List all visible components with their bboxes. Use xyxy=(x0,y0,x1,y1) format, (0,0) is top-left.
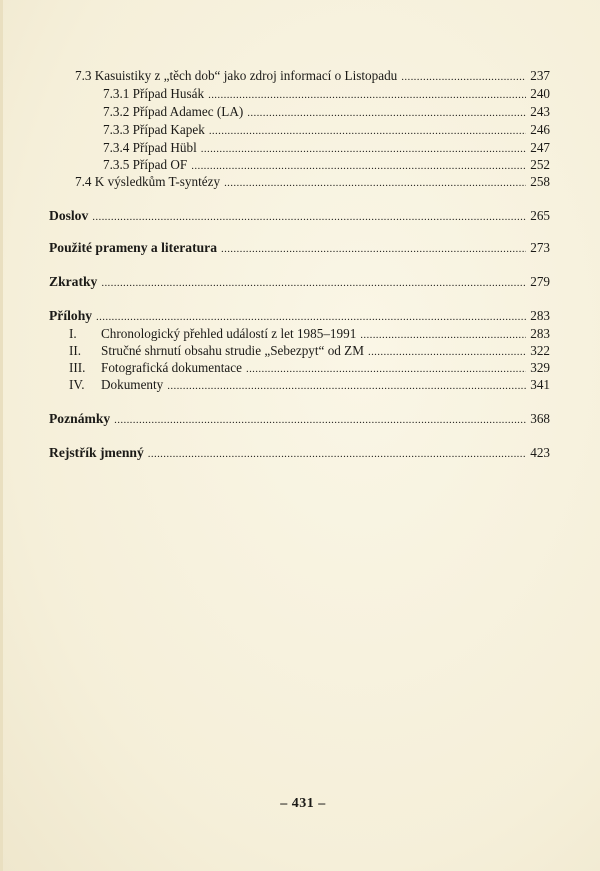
leader-dots xyxy=(92,209,526,225)
leader-dots xyxy=(96,309,526,325)
toc-entry-label: Přílohy xyxy=(49,308,93,323)
toc-entry-label: 7.3.1 Případ Husák xyxy=(103,86,205,101)
toc-entry-priloha-3 xyxy=(69,360,550,377)
leader-dots xyxy=(221,241,526,257)
toc-entry-7-3 xyxy=(75,68,550,85)
toc-entry-label: Doslov xyxy=(49,208,89,223)
toc-entry-title: Stručné shrnutí obsahu strudie „Sebezpyt“ od ZM xyxy=(101,343,364,358)
toc-entry-page: 341 xyxy=(530,377,550,392)
leader-dots xyxy=(401,69,526,85)
leader-dots xyxy=(201,141,526,157)
toc-entry-page: 243 xyxy=(530,104,550,119)
toc-entry-rejstrik xyxy=(49,445,550,462)
leader-dots xyxy=(224,175,526,191)
toc-entry-priloha-2 xyxy=(69,343,550,360)
leader-dots xyxy=(246,361,526,377)
page-number: – 431 – xyxy=(280,796,326,811)
toc-entry-label: Zkratky xyxy=(49,274,98,289)
toc-entry-zkratky xyxy=(49,274,550,291)
leader-dots xyxy=(209,123,526,139)
toc-entry-label: 7.3 Kasuistiky z „těch dob“ jako zdroj informací o Listopadu xyxy=(75,68,398,83)
roman-numeral: I. xyxy=(69,326,77,341)
toc-entry-label: 7.3.5 Případ OF xyxy=(103,157,188,172)
toc-entry-7-3-3 xyxy=(103,122,550,139)
toc-entry-page: 329 xyxy=(530,360,550,375)
toc-entry-label: Rejstřík jmenný xyxy=(49,445,144,460)
toc-entry-prameny xyxy=(49,240,550,257)
toc-entry-page: 368 xyxy=(530,411,550,426)
roman-numeral: III. xyxy=(69,360,86,375)
leader-dots xyxy=(208,87,526,103)
toc-entry-7-4 xyxy=(75,174,550,191)
toc-entry-prilohy xyxy=(49,308,550,325)
leader-dots xyxy=(360,327,526,343)
toc-entry-7-3-2 xyxy=(103,104,550,121)
toc-entry-7-3-1 xyxy=(103,86,550,103)
toc-entry-page: 423 xyxy=(530,445,550,460)
toc-entry-page: 322 xyxy=(530,343,550,358)
toc-entry-label: Použité prameny a literatura xyxy=(49,240,217,255)
toc-entry-page: 247 xyxy=(530,140,550,155)
roman-numeral: IV. xyxy=(69,377,85,392)
toc-entry-priloha-4 xyxy=(69,377,550,394)
toc-entry-label: 7.4 K výsledkům T-syntézy xyxy=(75,174,221,189)
toc-entry-page: 273 xyxy=(530,240,550,255)
toc-entry-page: 265 xyxy=(530,208,550,223)
toc-entry-title: Fotografická dokumentace xyxy=(101,360,242,375)
toc-entry-title: Dokumenty xyxy=(101,377,164,392)
toc-entry-page: 258 xyxy=(530,174,550,189)
toc-entry-label xyxy=(69,377,163,393)
leader-dots xyxy=(247,105,526,121)
toc-entry-page: 240 xyxy=(530,86,550,101)
toc-entry-label: 7.3.4 Případ Hübl xyxy=(103,140,197,155)
toc-entry-poznamky xyxy=(49,411,550,428)
toc-entry-title: Chronologický přehled událostí z let 1985–1991 xyxy=(101,326,357,341)
toc-entry-page: 283 xyxy=(530,308,550,323)
leader-dots xyxy=(148,446,526,462)
toc-entry-page: 279 xyxy=(530,274,550,289)
leader-dots xyxy=(101,275,526,291)
toc-entry-label xyxy=(69,343,364,359)
leader-dots xyxy=(114,412,526,428)
toc-entry-label xyxy=(69,360,242,376)
toc-entry-label: 7.3.2 Případ Adamec (LA) xyxy=(103,104,244,119)
leader-dots xyxy=(368,344,526,360)
toc-entry-priloha-1 xyxy=(69,326,550,343)
leader-dots xyxy=(191,158,526,174)
toc-entry-7-3-4 xyxy=(103,140,550,157)
toc-entry-label: Poznámky xyxy=(49,411,111,426)
toc-entry-doslov xyxy=(49,208,550,225)
toc-entry-page: 252 xyxy=(530,157,550,172)
toc-entry-page: 246 xyxy=(530,122,550,137)
leader-dots xyxy=(167,378,526,394)
roman-numeral: II. xyxy=(69,343,82,358)
toc-entry-7-3-5 xyxy=(103,157,550,174)
toc-entry-page: 237 xyxy=(530,68,550,83)
toc-entry-label: 7.3.3 Případ Kapek xyxy=(103,122,205,137)
toc-entry-page: 283 xyxy=(530,326,550,341)
toc-entry-label xyxy=(69,326,356,342)
